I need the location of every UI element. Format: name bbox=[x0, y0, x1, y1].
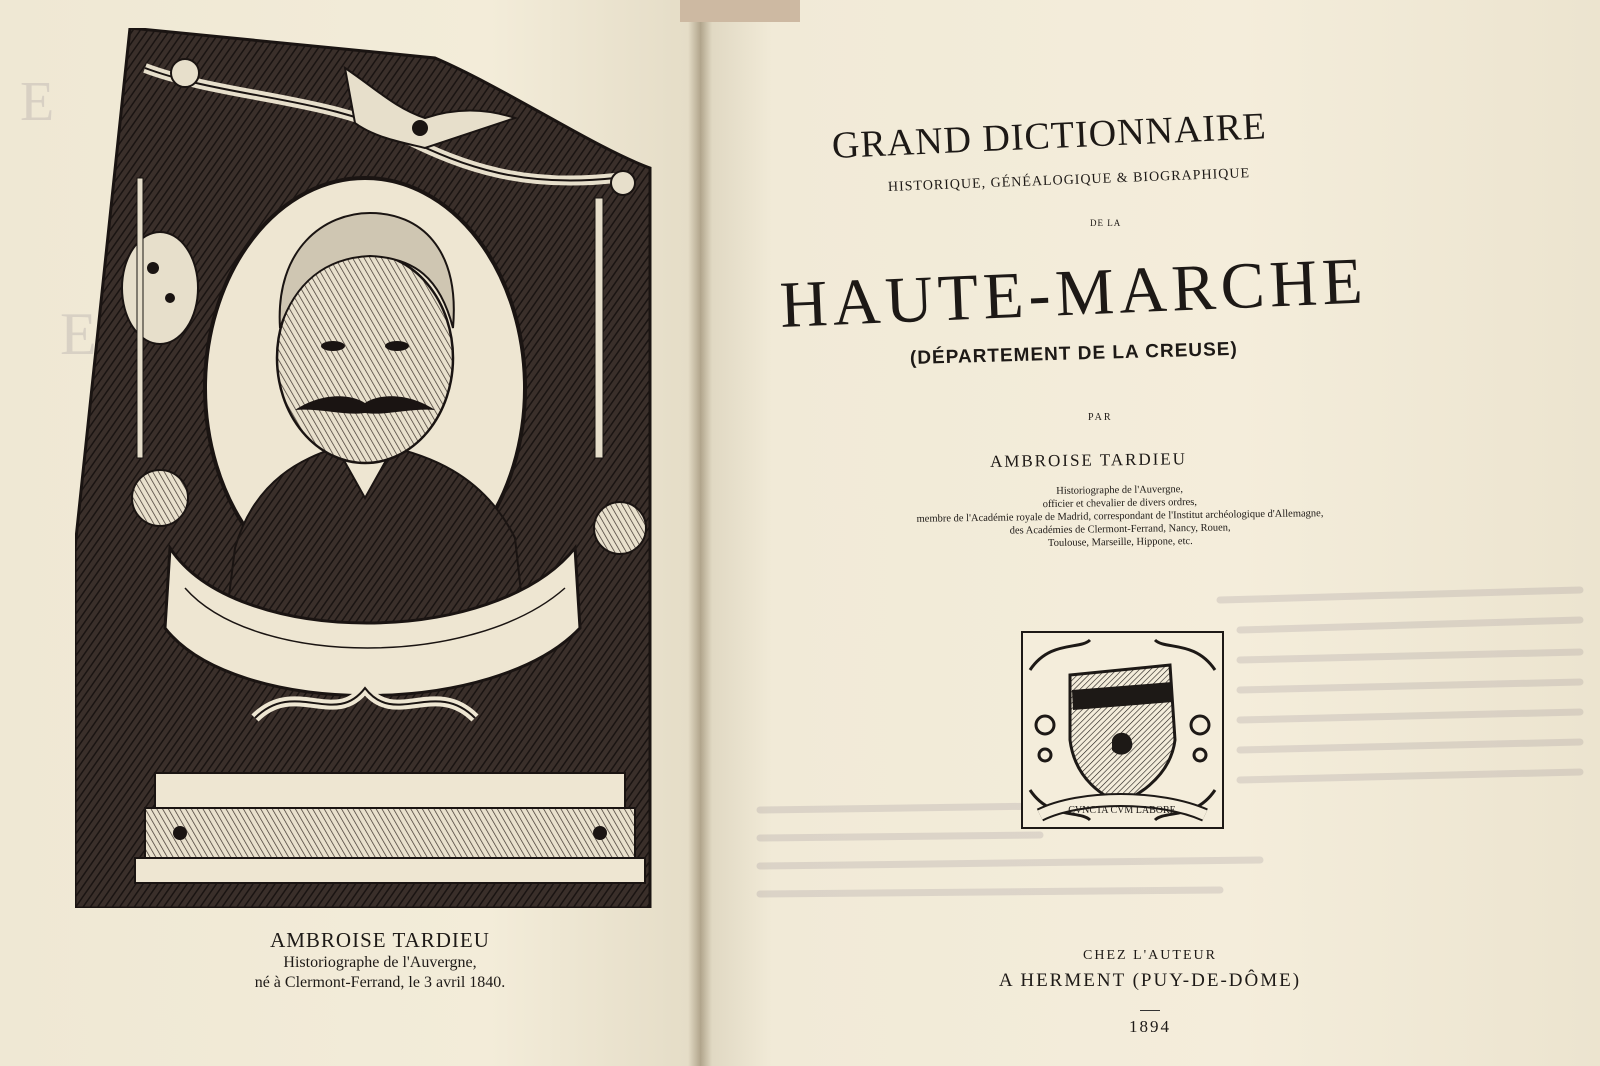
show-through-text: E bbox=[20, 71, 55, 133]
imprint-rule bbox=[1140, 1010, 1160, 1011]
title-author: AMBROISE TARDIEU bbox=[989, 449, 1188, 471]
title-grand-dictionnaire: GRAND DICTIONNAIRE bbox=[831, 105, 1268, 167]
qualification-line: membre de l'Académie royale de Madrid, correspondant de l'Institut archéologique d'Allemagne, bbox=[916, 508, 1324, 525]
caption-line-2: né à Clermont-Ferrand, le 3 avril 1840. bbox=[254, 974, 506, 991]
imprint-year: 1894 bbox=[1129, 1017, 1171, 1036]
imprint-line-1: CHEZ L'AUTEUR bbox=[1083, 948, 1217, 963]
imprint bbox=[960, 948, 1340, 1037]
portrait-engraving bbox=[75, 28, 655, 908]
qualification-line: des Académies de Clermont-Ferrand, Nancy, Rouen, bbox=[1009, 522, 1231, 537]
qualification-line: Historiographe de l'Auvergne, bbox=[1056, 484, 1184, 497]
book-edge bbox=[680, 0, 800, 22]
book-gutter bbox=[688, 0, 712, 1066]
qualification-line: officier et chevalier de divers ordres, bbox=[1042, 496, 1198, 511]
portrait-caption bbox=[200, 928, 560, 993]
caption-name: AMBROISE TARDIEU bbox=[270, 928, 490, 952]
title-haute-marche: HAUTE-MARCHE bbox=[778, 244, 1369, 342]
coat-of-arms bbox=[1020, 630, 1225, 830]
title-subtitle: HISTORIQUE, GÉNÉALOGIQUE & BIOGRAPHIQUE bbox=[887, 166, 1251, 195]
title-par: PAR bbox=[1088, 412, 1113, 423]
show-through-text: E bbox=[60, 301, 97, 367]
title-de-la: DE LA bbox=[1090, 218, 1122, 228]
crest-motto: CVNCTA CVM LABORE bbox=[1068, 805, 1176, 816]
caption-line-1: Historiographe de l'Auvergne, bbox=[283, 954, 477, 971]
author-qualifications bbox=[860, 480, 1381, 552]
imprint-line-2: A HERMENT (PUY-DE-DÔME) bbox=[998, 970, 1302, 991]
qualification-line: Toulouse, Marseille, Hippone, etc. bbox=[1047, 535, 1193, 550]
title-department: (DÉPARTEMENT DE LA CREUSE) bbox=[909, 338, 1239, 369]
